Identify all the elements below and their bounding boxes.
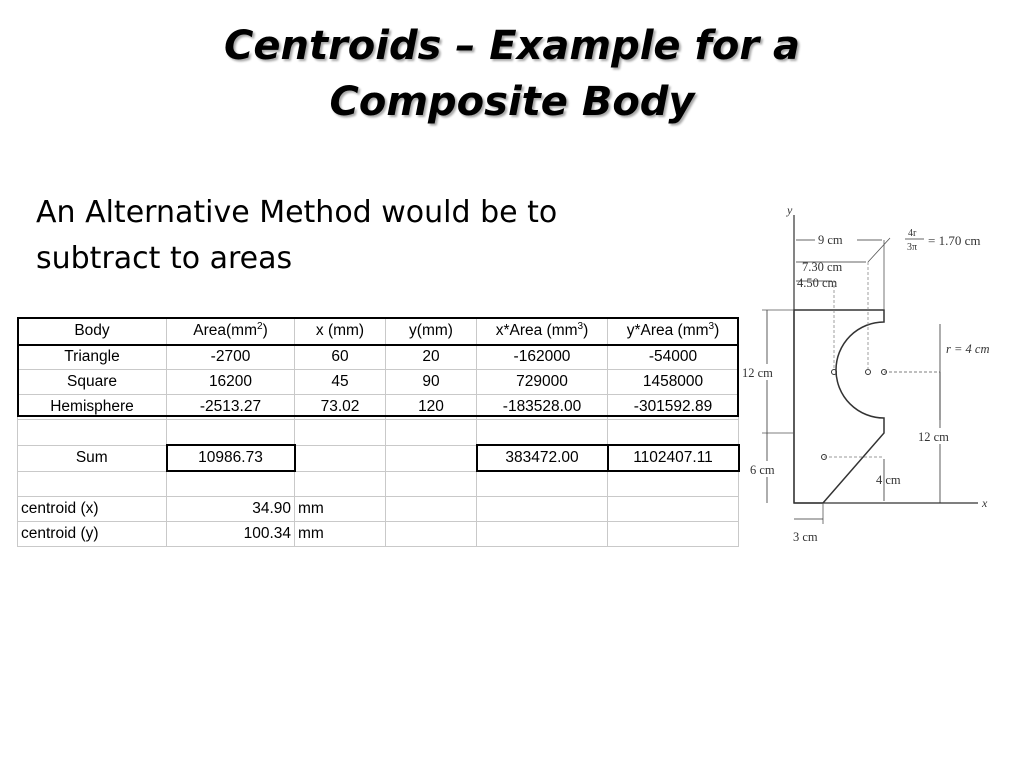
empty-row xyxy=(18,471,739,497)
frac-leader xyxy=(868,238,890,262)
cell-y-area: -54000 xyxy=(608,345,739,370)
dim-730-label: 7.30 cm xyxy=(802,260,843,274)
cell-area: -2513.27 xyxy=(167,395,295,420)
centroid-x-row xyxy=(18,497,739,522)
header-y-area: y*Area $(mm^3)$ xyxy=(608,318,739,345)
slide-title-line-2: Composite Body xyxy=(329,79,695,125)
header-body: Body xyxy=(18,318,167,345)
slide-title-line-1: Centroids – Example for a xyxy=(223,23,800,69)
cell-y: 120 xyxy=(386,395,477,420)
body-outline xyxy=(794,310,884,503)
centroid-x-label: centroid (x) xyxy=(18,497,167,522)
cell-x: 45 xyxy=(295,370,386,395)
dim-12-left-label: 12 cm xyxy=(742,366,773,380)
x-axis-label: x xyxy=(982,496,988,510)
frac-value: = 1.70 cm xyxy=(928,233,981,248)
centroid-y-row xyxy=(18,522,739,547)
cell-x-area: -183528.00 xyxy=(477,395,608,420)
cell-x: 60 xyxy=(295,345,386,370)
composite-body-figure xyxy=(736,195,1016,555)
dim-12-right-label: 12 cm xyxy=(918,430,949,444)
cell-x-area: 729000 xyxy=(477,370,608,395)
centroid-y-unit: mm xyxy=(295,522,386,547)
empty-row xyxy=(18,420,739,446)
dim-3-label: 3 cm xyxy=(793,530,818,544)
cell-body: Triangle xyxy=(18,345,167,370)
intro-text xyxy=(36,190,656,282)
centroid-x-unit: mm xyxy=(295,497,386,522)
sum-x-area: 383472.00 xyxy=(477,445,608,471)
intro-line-2: subtract to areas xyxy=(36,241,293,276)
centroid-y-value: 100.34 xyxy=(167,522,295,547)
cell-body: Hemisphere xyxy=(18,395,167,420)
dim-9-label: 9 cm xyxy=(818,233,843,247)
cell-area: -2700 xyxy=(167,345,295,370)
cell-x-area: -162000 xyxy=(477,345,608,370)
table-row xyxy=(18,370,739,395)
semicircle-centroid-marker xyxy=(866,370,871,375)
cell-y-area: 1458000 xyxy=(608,370,739,395)
centroid-x-value: 34.90 xyxy=(167,497,295,522)
centroid-table xyxy=(17,317,740,547)
dim-4-label: 4 cm xyxy=(876,473,901,487)
cell-x: 73.02 xyxy=(295,395,386,420)
header-x-area: x*Area $(mm^3)$ xyxy=(477,318,608,345)
table-row xyxy=(18,345,739,370)
header-x: x (mm) xyxy=(295,318,386,345)
cell-y-area: -301592.89 xyxy=(608,395,739,420)
radius-label: r = 4 cm xyxy=(946,342,990,356)
dim-6-label: 6 cm xyxy=(750,463,775,477)
slide-title xyxy=(0,18,1024,130)
header-area: $Area(mm^2)$ xyxy=(167,318,295,345)
centroid-y-label: centroid (y) xyxy=(18,522,167,547)
y-axis-label: y xyxy=(787,203,793,217)
sum-row xyxy=(18,445,739,471)
cell-area: 16200 xyxy=(167,370,295,395)
header-y: y(mm) xyxy=(386,318,477,345)
table-header-row xyxy=(18,318,739,345)
cell-y: 90 xyxy=(386,370,477,395)
sum-label: Sum xyxy=(18,445,167,471)
frac-denominator: 3π xyxy=(907,242,918,253)
cell-y: 20 xyxy=(386,345,477,370)
sum-y-area: 1102407.11 xyxy=(608,445,739,471)
dim-450-label: 4.50 cm xyxy=(797,276,838,290)
table-row xyxy=(18,395,739,420)
sum-area: 10986.73 xyxy=(167,445,295,471)
cell-body: Square xyxy=(18,370,167,395)
intro-line-1: An Alternative Method would be to xyxy=(36,195,558,230)
frac-numerator: 4r xyxy=(908,228,917,239)
